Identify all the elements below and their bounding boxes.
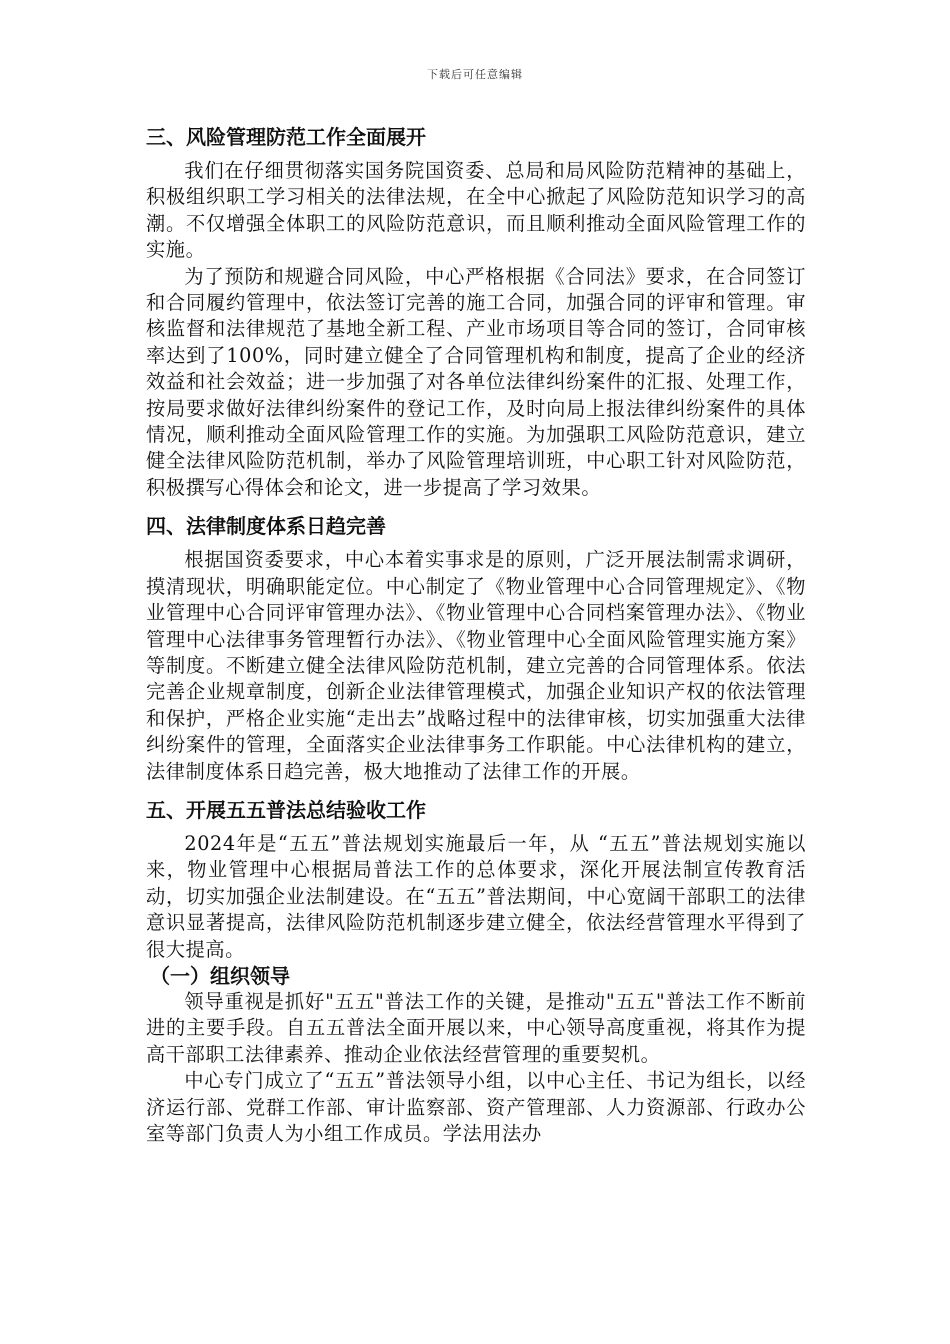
section-heading: 五、开展五五普法总结验收工作 [146,797,426,822]
section-legal-system [146,513,806,785]
paragraph: 中心专门成立了“五五”普法领导小组，以中心主任、书记为组长，以经济运行部、党群工作部、审计监察部、资产管理部、人力资源部、行政办公室等部门负责人为小组工作成员。学法用法办 [146,1069,806,1145]
page-header-note: 下载后可任意编辑 [427,68,523,81]
section-law-popularization [146,797,806,1147]
section-heading: 三、风险管理防范工作全面展开 [146,125,426,149]
paragraph: 为了预防和规避合同风险，中心严格根据《合同法》要求，在合同签订和合同履约管理中，依法签订完善的施工合同，加强合同的评审和管理。审核监督和法律规范了基地全新工程、产业市场项目等合同的签订，合同审核率达到了100%，同时建立健全了合同管理机构和制度，提高了企业的经济效益和社会效益；进一步加强了对各单位法律纠纷案件的汇报、处理工作，按局要求做好法律纠纷案件的登记工作，及时向局上报法律纠纷案件的具体情况，顺利推动全面风险管理工作的实施。为加强职工风险防范意识，建立健全法律风险防范机制，举办了风险管理培训班，中心职工针对风险防范，积极撰写心得体会和论文，进一步提高了学习效果。 [146,264,806,499]
section-risk-management [146,124,806,501]
subsection-heading: （一）组织领导 [150,963,290,988]
paragraph: 领导重视是抓好"五五"普法工作的关键，是推动"五五"普法工作不断前进的主要手段。自五五普法全面开展以来，中心领导高度重视，将其作为提高干部职工法律素养、推动企业依法经营管理的重要契机。 [146,989,806,1066]
document-body [146,118,806,1159]
paragraph: 根据国资委要求，中心本着实事求是的原则，广泛开展法制需求调研，摸清现状，明确职能定位。中心制定了《物业管理中心合同管理规定》、《物业管理中心合同评审管理办法》、《物业管理中心合同档案管理办法》、《物业管理中心法律事务管理暂行办法》、《物业管理中心全面风险管理实施方案》等制度。不断建立健全法律风险防范机制，建立完善的合同管理体系。依法完善企业规章制度，创新企业法律管理模式，加强企业知识产权的依法管理和保护，严格企业实施“走出去”战略过程中的法律审核，切实加强重大法律纠纷案件的管理，全面落实企业法律事务工作职能。中心法律机构的建立，法律制度体系日趋完善，极大地推动了法律工作的开展。 [146,548,806,783]
section-heading: 四、法律制度体系日趋完善 [146,514,386,539]
paragraph: 2024年是“五五”普法规划实施最后一年，从 “五五”普法规划实施以来，物业管理中心根据局普法工作的总体要求，深化开展法制宣传教育活动，切实加强企业法制建设。在“五五”普法期间，中心宽阔干部职工的法律意识显著提高，法律风险防范机制逐步建立健全，依法经营管理水平得到了很大提高。 [146,831,806,961]
paragraph: 我们在仔细贯彻落实国务院国资委、总局和局风险防范精神的基础上，积极组织职工学习相关的法律法规，在全中心掀起了风险防范知识学习的高潮。不仅增强全体职工的风险防范意识，而且顺利推动全面风险管理工作的实施。 [146,159,806,262]
